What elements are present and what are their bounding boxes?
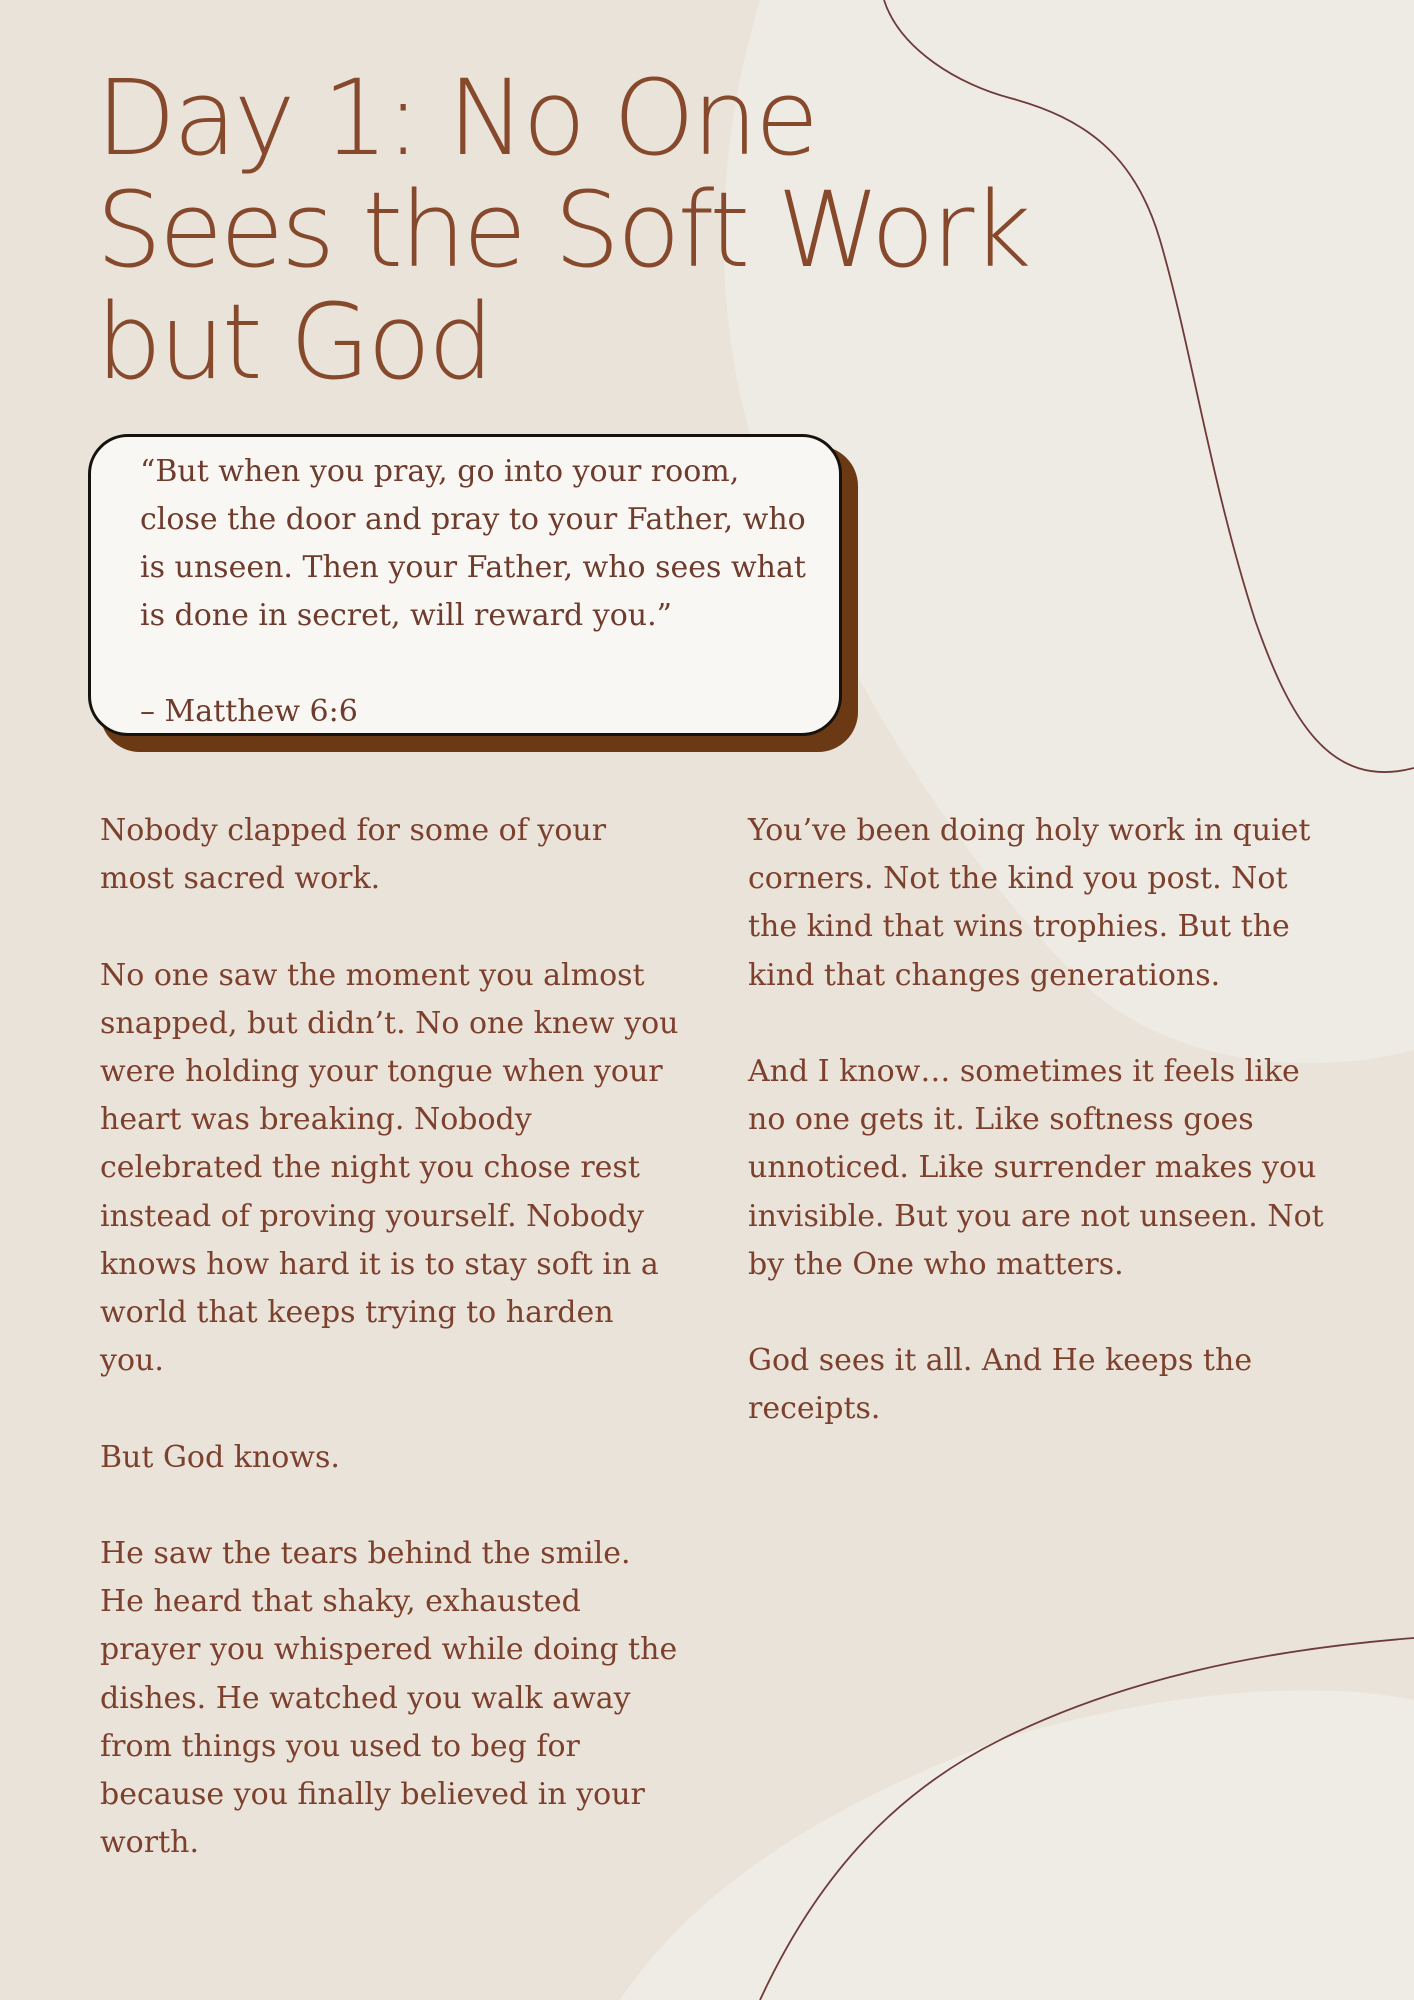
scripture-quote-text: “But when you pray, go into your room, close the door and pray to your Father, who is unseen. Then your Father, who sees what is done in secret, will reward you.” <box>140 454 806 633</box>
page-title: Day 1: No One Sees the Soft Work but God <box>96 57 1029 403</box>
paragraph: He saw the tears behind the smile. He heard that shaky, exhausted prayer you whispered while doing the dishes. He watched you walk away from things you used to beg for because you finally believed in your worth. <box>100 1536 678 1861</box>
left-text-column <box>100 807 680 1916</box>
bottom-right-blob-shape <box>620 1690 1414 2000</box>
paragraph: Nobody clapped for some of your most sacred work. <box>100 813 607 897</box>
right-text-column <box>748 807 1328 1482</box>
paragraph: But God knows. <box>100 1439 340 1475</box>
paragraph: God sees it all. And He keeps the receipts. <box>748 1343 1253 1427</box>
paragraph: And I know… sometimes it feels like no one gets it. Like softness goes unnoticed. Like surrender makes you invisible. But you are not unseen. Not by the One who matters. <box>748 1054 1324 1282</box>
scripture-reference: – Matthew 6:6 <box>140 694 358 729</box>
paragraph: No one saw the moment you almost snapped, but didn’t. No one knew you were holding your tongue when your heart was breaking. Nobody celebrated the night you chose rest instead of proving yourself. Nobody knows how hard it is to stay soft in a world that keeps trying to harden you. <box>100 957 679 1379</box>
paragraph: You’ve been doing holy work in quiet corners. Not the kind you post. Not the kind that wins trophies. But the kind that changes generations. <box>748 813 1311 993</box>
